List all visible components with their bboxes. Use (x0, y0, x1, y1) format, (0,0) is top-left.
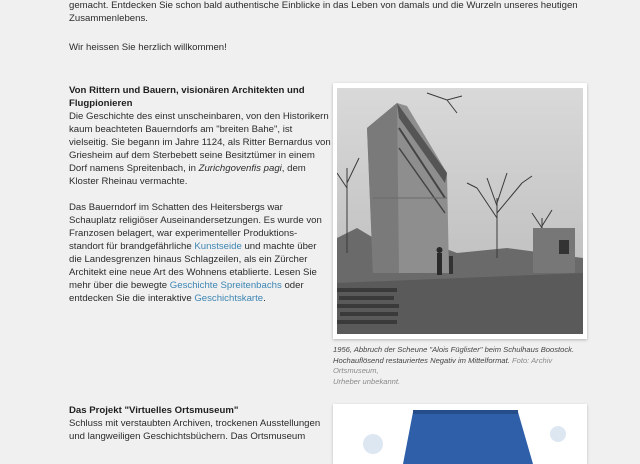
museum-illustration (333, 404, 587, 464)
intro-paragraph (69, 0, 589, 25)
p1-text-a: Die Geschichte des einst unscheinbaren, von den Historikern kaum beachteten Bauerndorfs am "breiten Bahe", ist vielseitig. Sie begann im Jahre 1124, als Ritter Bernardus von Griesheim auf dem Sterbebett seine Besitztümer in einem Dorf namens Spreitenbach, in (69, 111, 331, 174)
photo-credit-a: Foto: Archiv Ortsmuseum, (333, 355, 553, 375)
p1-text-b: , dem Kloster Rheinau vermachte. (69, 163, 306, 187)
project-paragraph: Schluss mit verstaubten Archiven, trockenen Ausstellungen und langweiligen Geschichtsbüchern. Das Ortsmuseum (69, 418, 321, 442)
p1-emphasis: Zurichgovenfis pagi (198, 163, 282, 174)
history-heading: Von Rittern und Bauern, visionären Architekten und Flugpionieren (69, 85, 305, 109)
history-paragraph-1 (69, 110, 331, 188)
kunstseide-link[interactable]: Kunstseide (194, 241, 242, 252)
p2-text-b: und machte über die Landesgrenzen hinaus Schlagzeilen, als ein Zürcher Architekt eine neue Art des Wohnens etablierte. Lesen Sie mehr über die bewegte (69, 241, 317, 291)
photo-credit-b: Urheber unbekannt. (333, 376, 401, 386)
barn-demolition-photo (337, 88, 583, 334)
intro-line-1: gemacht. Entdecken Sie schon bald authentische Einblicke in das Leben von damals und die Wurzeln unseres heutigen (69, 0, 578, 11)
photo-caption (333, 345, 593, 387)
welcome-text: Wir heissen Sie herzlich willkommen! (69, 42, 227, 53)
history-paragraph-2 (69, 201, 331, 305)
caption-line-2 (333, 356, 593, 377)
caption-line-1: 1956, Abbruch der Scheune "Alois Füglister" beim Schulhaus Boostock. (333, 345, 575, 354)
building-illustration-icon (333, 404, 587, 464)
project-section (69, 404, 331, 443)
historic-photo (337, 88, 583, 334)
intro-line-2: Zusammenlebens. (69, 13, 148, 24)
project-heading: Das Projekt "Virtuelles Ortsmuseum" (69, 405, 239, 416)
p2-text-d: . (263, 293, 266, 304)
history-section (69, 84, 331, 305)
historic-photo-frame[interactable] (333, 83, 587, 339)
p2-text-c: oder entdecken Sie die interaktive (69, 280, 304, 304)
geschichte-spreitenbachs-link[interactable]: Geschichte Spreitenbachs (169, 280, 282, 291)
caption-description: Hochauflösend restauriertes Negativ im Mittelformat. (333, 355, 510, 365)
geschichtskarte-link[interactable]: Geschichtskarte (194, 293, 264, 304)
p2-text-a: Das Bauerndorf im Schatten des Heitersbergs war Schauplatz religiöser Auseinandersetzungen. Es wurde von Franzosen belagert, war experimenteller Produktions-standort für brandgefährliche (69, 202, 322, 252)
